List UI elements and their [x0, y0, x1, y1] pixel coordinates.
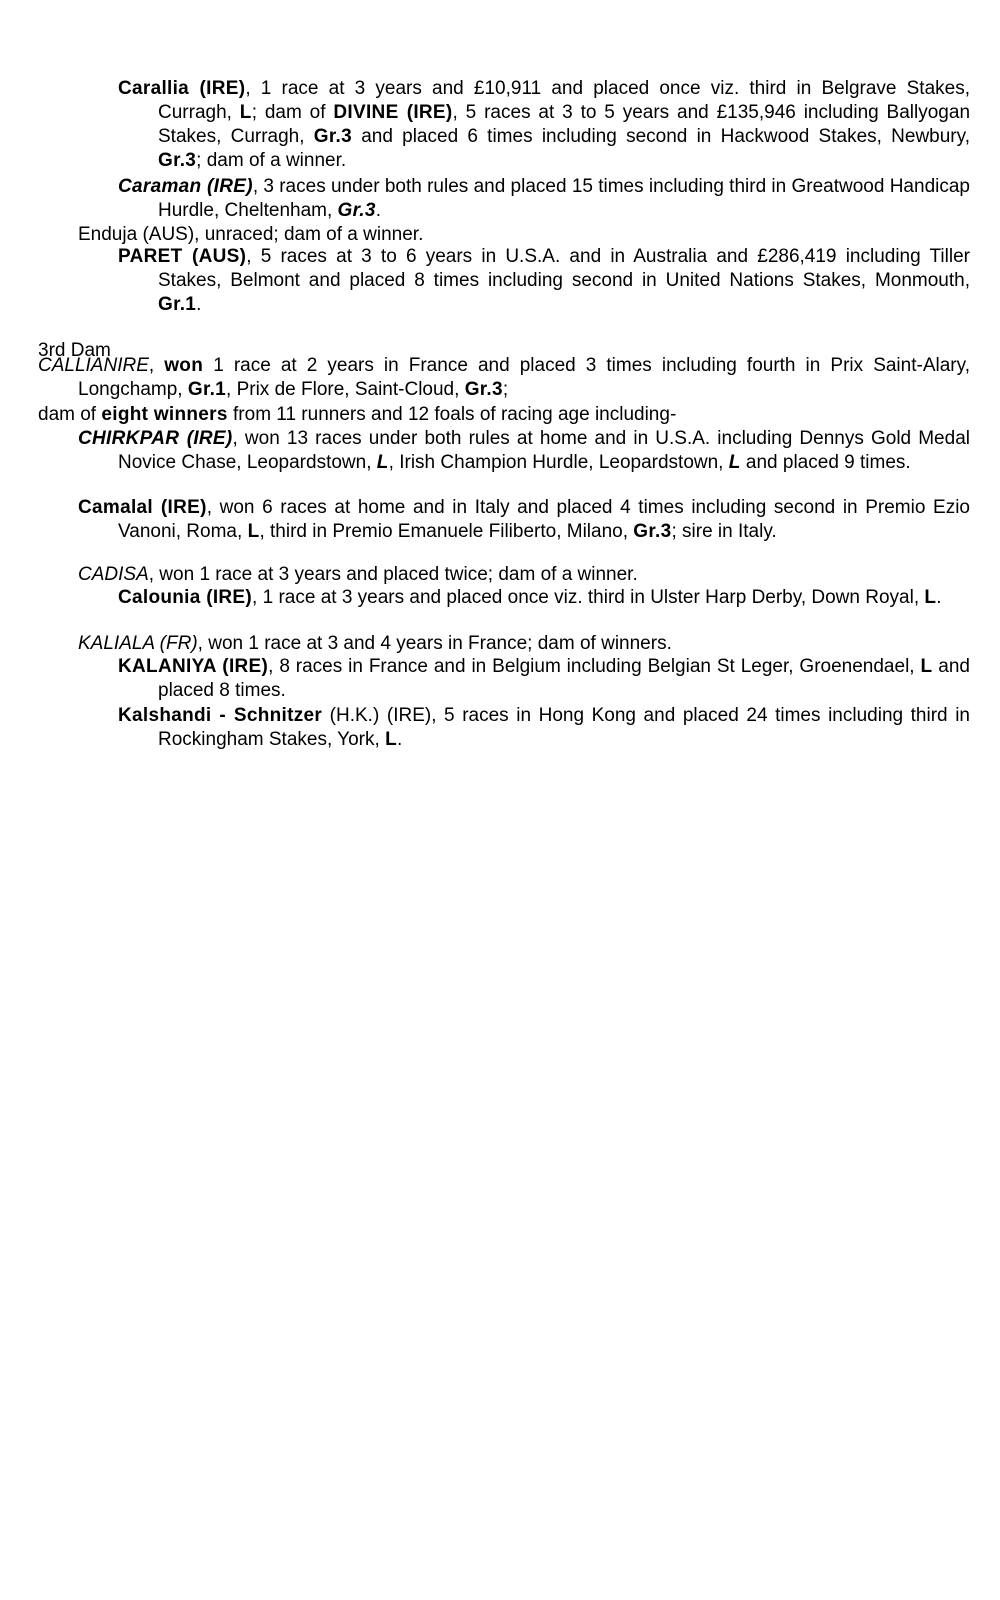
entry-kaliala — [78, 632, 930, 656]
entry-text-run: Gr.1 — [158, 294, 197, 315]
entry-chirkpar — [78, 427, 970, 475]
entry-text-run: , 8 races in France and in Belgium including Belgian St Leger, Groenendael, — [268, 656, 921, 677]
entry-text-run: dam of — [38, 404, 102, 425]
entry-text-run: . — [936, 587, 942, 608]
entry-text-run: KALIALA (FR) — [78, 633, 198, 654]
entry-text-run: Gr.3 — [633, 521, 672, 542]
entry-text-run: . — [196, 294, 202, 315]
entry-callianire — [38, 354, 970, 402]
entry-text-run: Gr.3 — [464, 379, 503, 400]
entry-text-run: , won 1 race at 3 and 4 years in France; dam of winners. — [197, 633, 672, 654]
entry-text-run: Camalal (IRE) — [78, 497, 207, 518]
entry-text-run: Caraman (IRE) — [118, 176, 253, 197]
entry-text-run: , 1 race at 3 years and placed once viz. third in Ulster Harp Derby, Down Royal, — [252, 587, 925, 608]
entry-text-run: Enduja (AUS), unraced; dam of a winner. — [78, 224, 424, 245]
entry-cadisa — [78, 563, 930, 587]
entry-text-run: CHIRKPAR (IRE) — [78, 428, 233, 449]
entry-text-run: , Irish Champion Hurdle, Leopardstown, — [388, 452, 729, 473]
entry-text-run: CADISA — [78, 564, 149, 585]
entry-text-run: , third in Premio Emanuele Filiberto, Milano, — [259, 521, 634, 542]
entry-text-run: L — [728, 452, 741, 473]
entry-text-run: from 11 runners and 12 foals of racing age including- — [227, 404, 677, 425]
entry-text-run: eight winners — [101, 404, 228, 425]
entry-text-run: , 5 races at 3 to 5 years and £135,946 including Ballyogan Stakes, Curragh, — [158, 102, 971, 147]
entry-text-run: , 3 races under both rules and placed 15 times including third in Greatwood Handicap Hurdle, Cheltenham, — [158, 176, 970, 221]
entry-text-run: . — [375, 200, 381, 221]
entry-text-run: L — [247, 521, 260, 542]
entry-text-run: PARET (AUS) — [118, 246, 247, 267]
entry-text-run: Gr.3 — [337, 200, 376, 221]
entry-text-run: L — [924, 587, 937, 608]
entry-text-run: , 5 races at 3 to 6 years in U.S.A. and in Australia and £286,419 including Tiller Stakes, Belmont and placed 8 times including second in United Nations Stakes, Monmouth, — [158, 246, 970, 291]
entry-camalal — [78, 496, 970, 544]
entry-carallia — [118, 77, 970, 173]
entry-text-run: Kalshandi - Schnitzer — [118, 705, 323, 726]
entry-text-run: ; sire in Italy. — [671, 521, 777, 542]
entry-text-run: won — [164, 355, 204, 376]
entry-text-run: and placed 6 times including second in Hackwood Stakes, Newbury, — [351, 126, 971, 147]
entry-text-run: , 1 race at 3 years and £10,911 and placed once viz. third in Belgrave Stakes, Curragh, — [158, 78, 970, 123]
entry-text-run: CALLIANIRE — [38, 355, 149, 376]
entry-text-run: ; dam of a winner. — [196, 150, 347, 171]
entry-text-run: Gr.3 — [158, 150, 197, 171]
entry-text-run: ; dam of — [251, 102, 334, 123]
entry-text-run: , — [148, 355, 165, 376]
entry-text-run: , won 1 race at 3 years and placed twice; dam of a winner. — [148, 564, 638, 585]
entry-caraman — [118, 175, 970, 223]
entry-text-run: Carallia (IRE) — [118, 78, 246, 99]
entry-text-run: KALANIYA (IRE) — [118, 656, 269, 677]
entry-text-run: , Prix de Flore, Saint-Cloud, — [226, 379, 465, 400]
entry-calounia — [118, 586, 970, 610]
entry-text-run: and placed 9 times. — [740, 452, 911, 473]
entry-dam-summary — [38, 403, 930, 427]
entry-enduja — [78, 223, 930, 247]
entry-kalshandi — [118, 704, 970, 752]
entry-text-run: , won 13 races under both rules at home and in U.S.A. including Dennys Gold Medal Novice Chase, Leopardstown, — [118, 428, 970, 473]
entry-text-run: Calounia (IRE) — [118, 587, 253, 608]
entry-text-run: and placed 8 times. — [158, 656, 970, 701]
entry-text-run: (H.K.) (IRE), 5 races in Hong Kong and placed 24 times including third in Rockingham Stakes, York, — [158, 705, 970, 750]
entry-kalaniya — [118, 655, 970, 703]
entry-text-run: . — [396, 729, 403, 750]
entry-text-run: Gr.3 — [313, 126, 352, 147]
entry-text-run: DIVINE (IRE) — [333, 102, 453, 123]
section-heading: 3rd Dam — [38, 340, 111, 361]
entry-text-run: L — [385, 729, 397, 750]
entry-text-run: L — [239, 102, 252, 123]
entry-text-run: L — [920, 656, 933, 677]
entry-text-run: , won 6 races at home and in Italy and placed 4 times including second in Premio Ezio Vanoni, Roma, — [118, 497, 970, 542]
entry-text-run: L — [376, 452, 389, 473]
entry-paret — [118, 245, 970, 317]
entry-text-run: ; — [502, 379, 509, 400]
entry-text-run: Gr.1 — [187, 379, 227, 400]
entry-text-run: 1 race at 2 years in France and placed 3 times including fourth in Prix Saint-Alary, Longchamp, — [78, 355, 970, 400]
